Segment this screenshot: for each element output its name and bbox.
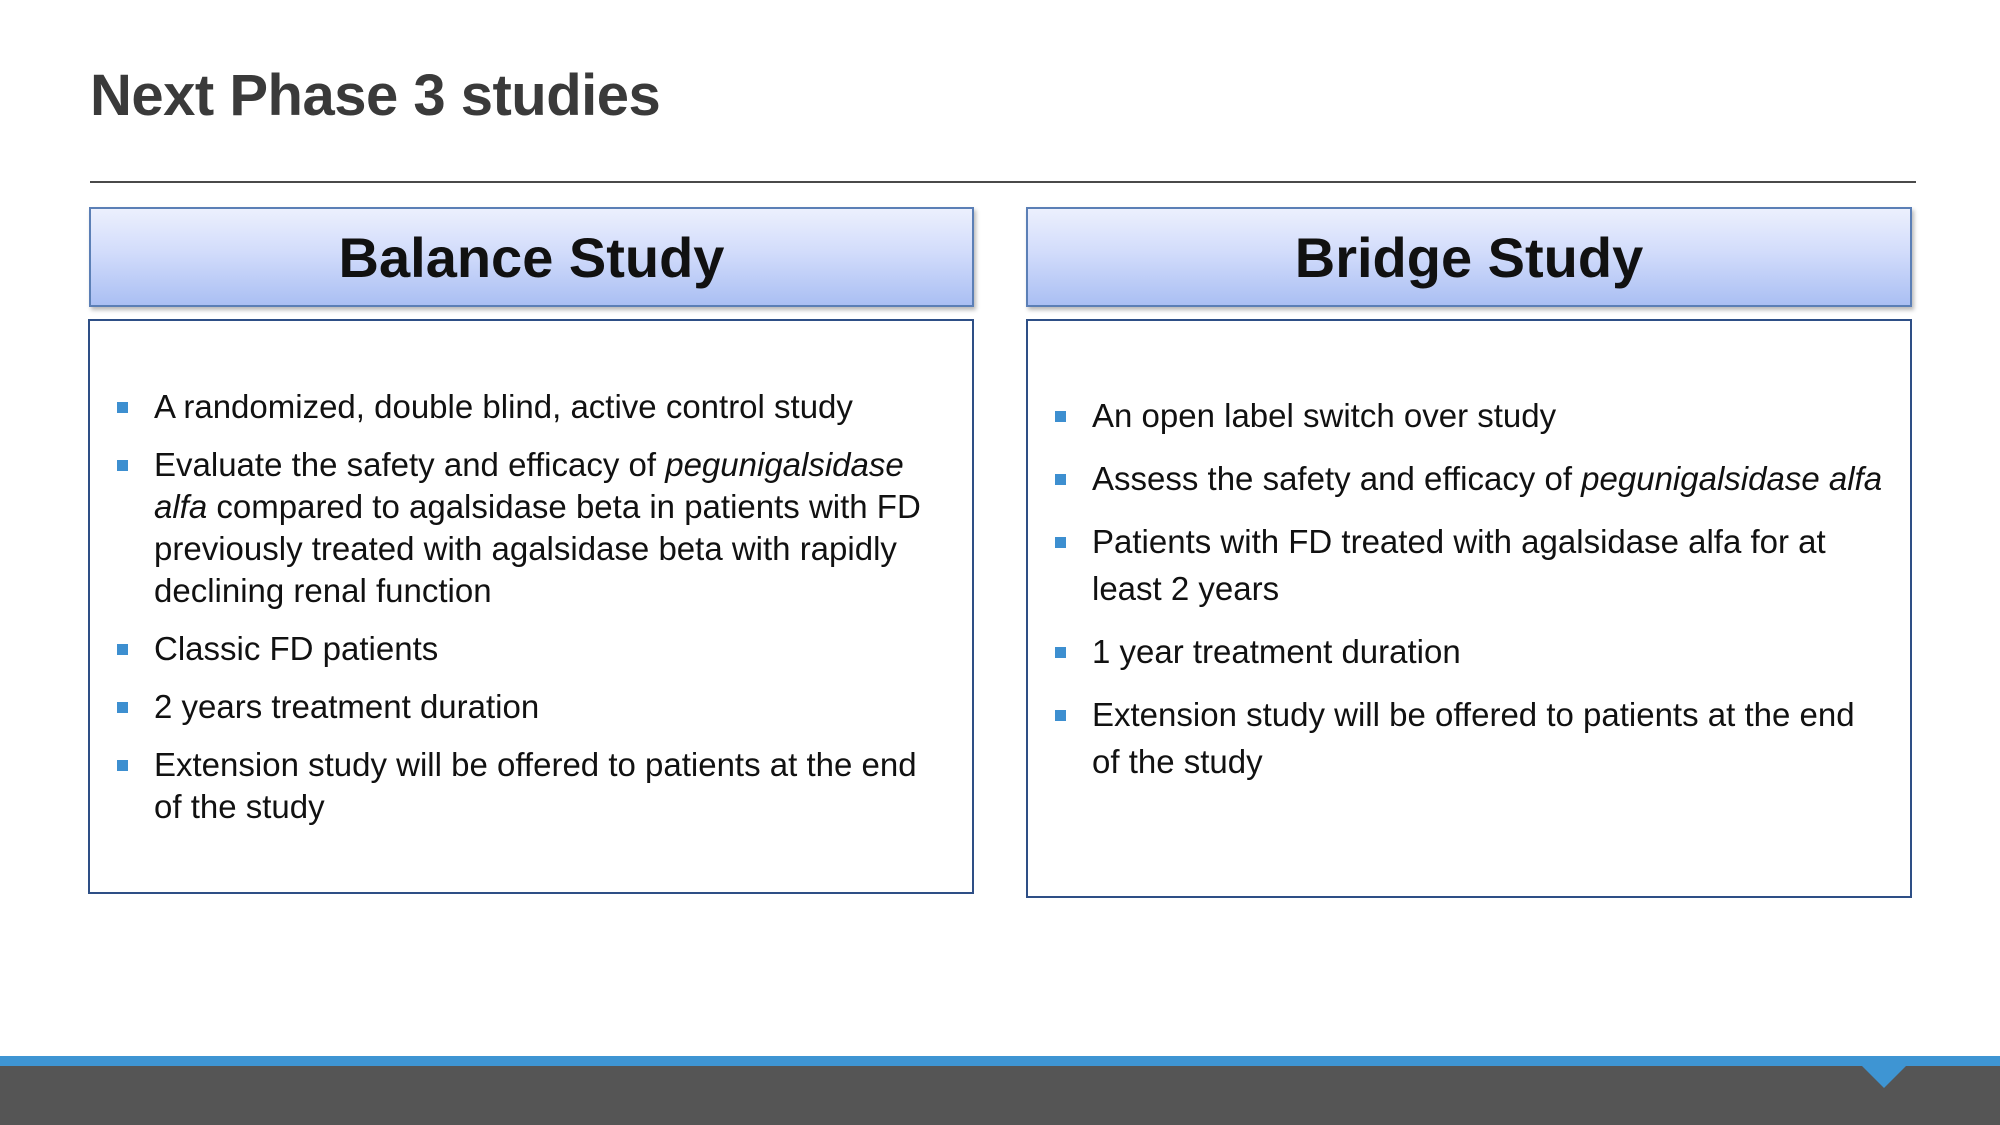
drug-name: pegunigalsidase alfa (1581, 460, 1883, 497)
balance-study-box (88, 319, 974, 894)
footer-accent-bar (0, 1056, 2000, 1066)
bridge-study-header (1026, 207, 1912, 307)
list-item: Extension study will be offered to patients at the end of the study (117, 744, 952, 828)
list-item: Patients with FD treated with agalsidase alfa for at least 2 years (1055, 518, 1890, 612)
bridge-study-box (1026, 319, 1912, 898)
slide-title: Next Phase 3 studies (90, 63, 661, 128)
footer-bar (0, 1066, 2000, 1125)
balance-bullet-list (117, 386, 952, 828)
list-item: Assess the safety and efficacy of pegunigalsidase alfa (1055, 455, 1890, 502)
list-item: A randomized, double blind, active control study (117, 386, 952, 428)
balance-study-heading: Balance Study (338, 225, 725, 289)
list-item: Extension study will be offered to patients at the end of the study (1055, 691, 1890, 785)
drug-name: pegunigalsidase alfa (154, 446, 904, 525)
list-item: 1 year treatment duration (1055, 628, 1890, 675)
balance-study-header (89, 207, 974, 307)
list-item: 2 years treatment duration (117, 686, 952, 728)
title-divider (90, 181, 1916, 183)
list-item: Evaluate the safety and efficacy of pegunigalsidase alfa compared to agalsidase beta in patients with FD previously treated with agalsidase beta with rapidly declining renal function (117, 444, 952, 612)
list-item: Classic FD patients (117, 628, 952, 670)
footer-notch-icon (1862, 1066, 1906, 1088)
list-item: An open label switch over study (1055, 392, 1890, 439)
bridge-study-heading: Bridge Study (1294, 225, 1644, 289)
bridge-bullet-list (1055, 392, 1890, 785)
